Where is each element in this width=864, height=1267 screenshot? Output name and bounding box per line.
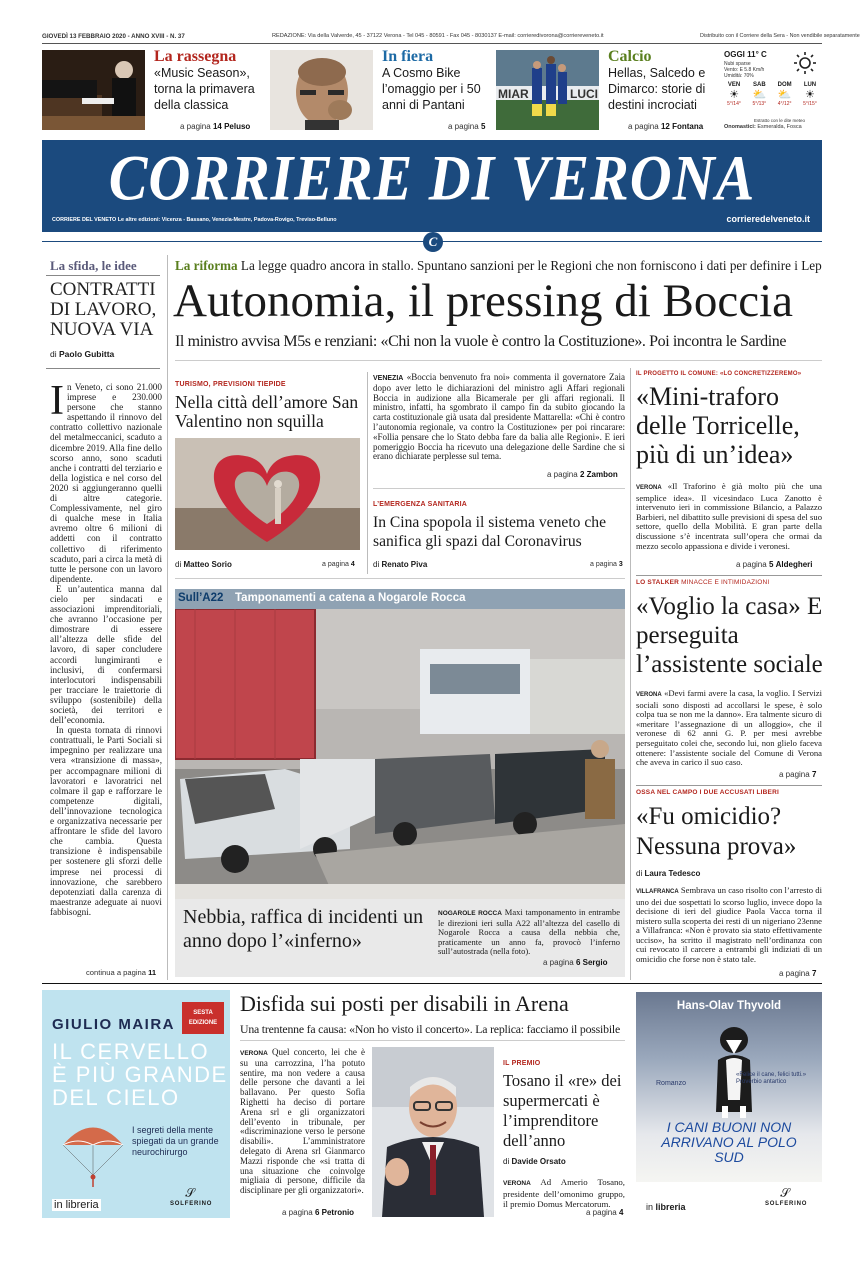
a22-ref[interactable]: a pagina 6 Sergio <box>543 958 608 967</box>
partly-cloudy-icon: ⛅ <box>752 88 767 101</box>
teaser-3-title[interactable]: Calcio <box>608 48 652 65</box>
svg-text:LUCI: LUCI <box>570 87 598 101</box>
traforo-body: VERONA «Il Traforino è già molto più che una semplice idea». Il vicesindaco Luca Zanotto è intervenuto ieri in commissione Bilancio, a Palazzo Barbieri, nel dibattito sulle previsioni di spesa del suo settore, quello della Mobilità. E gran parte della discussione s’è incentrata sull’opera che ormai da mezzo secolo appassiona e divide i veronesi. <box>636 481 822 551</box>
stalker-kicker: LO STALKER MINACCE E INTIMIDAZIONI <box>636 579 770 586</box>
ad-right-title: I CANI BUONI NON ARRIVANO AL POLO SUD <box>661 1119 797 1165</box>
a22-title[interactable]: Nebbia, raffica di incidenti un anno dopo l’«inferno» <box>183 906 424 952</box>
weather-today-label: OGGI <box>724 50 745 59</box>
teaser-1-ref: a pagina 14 Peluso <box>180 122 251 131</box>
teaser-3-ref: a pagina 12 Fontana <box>628 122 704 131</box>
premio-ref[interactable]: a pagina 4 <box>586 1208 624 1217</box>
sun-icon <box>794 52 816 74</box>
lead-kicker: La riforma <box>175 258 238 273</box>
teaser-1-title[interactable]: La rassegna <box>154 48 237 65</box>
premio-byline: di Davide Orsato <box>503 1157 566 1166</box>
teaser-photo-pianist[interactable] <box>42 50 145 130</box>
stalker-ref[interactable]: a pagina 7 <box>779 770 817 779</box>
virus-title[interactable]: In Cina spopola il sistema veneto che sanifica gli spazi dal Coronavirus <box>373 514 606 550</box>
teaser-photo-football[interactable] <box>496 50 599 130</box>
a22-caption: Tamponamenti a catena a Nogarole Rocca <box>235 592 466 604</box>
omicidio-body: VILLAFRANCA Sembrava un caso risolto con l’arresto di uno dei due sospettati lo scorso luglio, invece dopo la decisione di ieri del giudice Paola Vacca torna il mistero sulla scoperta dei resti di un nigeriano 23enne a Villafranca: «Non è provato sia stato effettivamente ucciso», ha scritto il magistrato nell’ordinanza con cui revocato il carcere a entrambi gli indiziati di un omicidio che forse non è stato tale. <box>636 885 822 964</box>
left-kicker: La sfida, le idee <box>50 258 137 273</box>
ad-right-footer: in libreria <box>646 1202 686 1212</box>
ad-left-publisher: 𝒮 SOLFERINO <box>170 1186 213 1207</box>
newspaper-title[interactable]: CORRIERE DI VERONA <box>108 141 756 214</box>
virus-ref[interactable]: a pagina 3 <box>590 561 623 568</box>
ad-right-quote: «Felice il cane, felici tutti.» Proverbio antartico <box>736 1072 807 1085</box>
premio-kicker: IL PREMIO <box>503 1060 541 1067</box>
traforo-kicker: IL PROGETTO IL COMUNE: «LO CONCRETIZZEREMO» <box>636 371 802 377</box>
solferino-logo-icon: 𝒮 <box>185 1186 195 1200</box>
teaser-photo-pantani[interactable] <box>270 50 373 130</box>
sunny-icon: ☀ <box>805 88 815 101</box>
ad-left-author: GIULIO MAIRA <box>52 1016 175 1033</box>
teaser-3-text[interactable]: Hellas, Salcedo e Dimarco: storie di destini incrociati <box>608 66 706 112</box>
weather-day-mon: LUN ☀ 5°/15° <box>798 82 822 118</box>
teaser-2-ref: a pagina 5 <box>448 122 486 131</box>
stalker-title[interactable]: «Voglio la casa» E perseguita l’assistente sociale <box>636 593 823 678</box>
svg-text:MIAR: MIAR <box>498 87 529 101</box>
virus-kicker: L’EMERGENZA SANITARIA <box>373 501 468 508</box>
premio-body: VERONA Ad Amerio Tosano, presidente dell’omonimo gruppo, il premio Domus Mercatorum. <box>503 1177 626 1210</box>
logo-c-icon: C <box>423 232 443 252</box>
dropcap: I <box>50 378 64 424</box>
left-byline: di Paolo Gubitta <box>50 349 115 359</box>
a22-caption-bar <box>175 589 625 609</box>
lead-deck: La riforma La legge quadro ancora in stallo. Spuntano sanzioni per le Regioni che non forniscono i dati per definire i Lep <box>175 258 822 273</box>
omicidio-byline: di Laura Tedesco <box>636 869 701 878</box>
tosano-portrait-photo[interactable] <box>372 1047 494 1217</box>
teaser-2-title[interactable]: In fiera <box>382 48 434 65</box>
lead-ref[interactable]: a pagina 2 Zambon <box>547 470 618 479</box>
ad-left-title: IL CERVELLO È PIÙ GRANDE DEL CIELO <box>52 1039 228 1110</box>
solferino-logo-icon: 𝒮 <box>780 1186 790 1200</box>
onomastico-label: Onomastici: <box>724 124 756 130</box>
parachute-icon <box>58 1115 128 1190</box>
arena-ref[interactable]: a pagina 6 Petronio <box>282 1208 355 1217</box>
lead-body: VENEZIA «Boccia benvenuto fra noi» commenta il governatore Zaia dopo aver letto le dichiarazioni del ministro agli Affari regionali Boccia in audizione alla Bicamerale per gli affari regionali. Il ministro, infatti, ha sgombrato il campo fin da subito giocando la carta costituzionale già usata dal presidente Mattarella: «Chi è contro l’autonomia regionale, va contro la Costituzione» per poi rincarare: «Follia pensare che lo Stato debba fare da balia alle Regioni». E ieri pomeriggio Boccia ha ricevuto una delegazione delle Sardine che si erano dichiarate perplesse sul tema. <box>373 372 625 462</box>
valentine-byline: di Matteo Sorio <box>175 560 232 569</box>
ad-left-tagline: I segreti della mente spiegati da un grande neurochirurgo <box>132 1125 219 1157</box>
a22-body: NOGAROLE ROCCA Maxi tamponamento in entrambe le direzioni ieri sulla A22 all’altezza del casello di Nogarole Rocca a causa della nebbia che, praticamente un anno fa, provocò l’inferno sull’autostrada (nella foto). <box>438 907 620 957</box>
traforo-title[interactable]: «Mini-traforo delle Torricelle, più di un’idea» <box>636 382 800 469</box>
teaser-1-text[interactable]: «Music Season», torna la primavera della classica <box>154 66 255 112</box>
weather-box <box>722 48 822 132</box>
weather-desc-3: Umidità: 70% <box>724 73 754 79</box>
omicidio-ref[interactable]: a pagina 7 <box>779 969 817 978</box>
ad-right-author: Hans-Olav Thyvold <box>676 1000 782 1012</box>
valentine-kicker: TURISMO, PREVISIONI TIEPIDE <box>175 381 286 388</box>
weather-day-sat: SAB ⛅ 5°/13° <box>747 82 771 118</box>
valentine-title[interactable]: Nella città dell’amore San Valentino non squilla <box>175 392 359 431</box>
ad-right-publisher: 𝒮 SOLFERINO <box>765 1186 808 1207</box>
weather-desc-1: Nubi sparse <box>724 61 751 67</box>
distribution-note: Distribuito con il Corriere della Sera - Non vendibile separatamente <box>700 33 860 39</box>
redazione-info: REDAZIONE: Via della Valverde, 45 - 37122 Verona - Tel 045 - 80591 - Fax 045 - 8030137 E-mail: corrieredivorona@corriereveneto.it <box>272 33 604 39</box>
weather-day-fri: VEN ☀ 5°/14° <box>722 82 746 118</box>
teaser-2-text[interactable]: A Cosmo Bike l’omaggio per i 50 anni di Pantani <box>382 66 481 112</box>
ad-left-book[interactable] <box>42 990 230 1218</box>
onomastico-names: Esmeralda, Fosca <box>757 124 802 130</box>
ad-left-badge: SESTA EDIZIONE <box>182 1002 224 1034</box>
ad-left-footer: in libreria <box>54 1199 99 1211</box>
valentine-ref[interactable]: a pagina 4 <box>322 561 355 568</box>
left-continue[interactable]: continua a pagina 11 <box>86 968 157 977</box>
ad-right-book[interactable] <box>636 992 822 1182</box>
a22-crash-photo[interactable] <box>175 609 625 899</box>
masthead-editions: CORRIERE DEL VENETO Le altre edizioni: Vicenza - Bassano, Venezia-Mestre, Padova-Rovigo, Treviso-Belluno <box>52 217 337 223</box>
premio-title[interactable]: Tosano il «re» dei supermercati è l’imprenditore dell’anno <box>503 1071 622 1150</box>
arena-title[interactable]: Disfida sui posti per disabili in Arena <box>240 991 569 1016</box>
omicidio-title[interactable]: «Fu omicidio? Nessuna prova» <box>636 803 797 860</box>
edition-date: GIOVEDÌ 13 FEBBRAIO 2020 - ANNO XVIII - N. 37 <box>42 33 185 40</box>
traforo-ref[interactable]: a pagina 5 Aldegheri <box>736 560 813 569</box>
dog-icon <box>704 1020 764 1120</box>
virus-byline: di Renato Piva <box>373 560 428 569</box>
weather-credit: Estratto con le dite meteo <box>754 118 806 123</box>
omicidio-kicker: OSSA NEL CAMPO I DUE ACCUSATI LIBERI <box>636 789 779 796</box>
weather-temp: 11° C <box>747 50 767 59</box>
a22-label: Sull’A22 <box>178 592 224 604</box>
left-article-body: I n Veneto, ci sono 21.000 imprese e 230.000 persone che stanno aspettando il rinnovo del contratto collettivo nazionale del metalmeccanici, scaduto a dicembre 2019. Alla fine dello scorso anno, sono scaduti anche i contratti del terziario e della logistica e nel corso del 2020 si aggiungeranno quelli di altre categorie. Complessivamente, nel giro di qualche mese in Italia avremo oltre 6 milioni di addetti con il contratto collettivo di riferimento scaduto, pari a circa la metà di tutte le persone con un lavoro dipendente. E un’autentica manna dal cielo per sindacati e associazioni imprenditoriali, che avranno l’occasione per dimostrare di essere all’altezza delle sfide del lavoro, di saper concludere accordi lungimiranti e inclusivi, di confermarsi interlocutori indispensabili per tracciare le traiettorie di sviluppo (sostenibile) della società, dei territori e dell’economia. In questa tornata di rinnovi contrattuali, le Parti Sociali si impegnino per realizzare una vera «transizione di massa», per accompagnare milioni di lavoratori e lavoratrici nel colmare il gap e rafforzare le competenze digitali, dell’innovazione tecnologica e organizzativa necessarie per affrontare le sfide del lavoro che cambia. Questa transizione è indispensabile per sostenere gli sforzi delle imprese nei processi di innovazione, che sarebbero depotenziati dalla carenza di maestranze adeguate ai nuovi fabbisogni. <box>50 378 163 917</box>
ad-right-genre: Romanzo <box>656 1080 686 1087</box>
valentine-heart-photo[interactable] <box>175 438 360 550</box>
partly-sunny-icon: ☀ <box>729 88 739 101</box>
partly-cloudy-icon: ⛅ <box>777 88 792 101</box>
left-opinion-title[interactable]: CONTRATTI DI LAVORO, NUOVA VIA <box>50 279 157 340</box>
masthead-website[interactable]: corrieredelveneto.it <box>726 214 810 224</box>
lead-subtitle: Il ministro avvisa M5s e renziani: «Chi non la vuole è contro la Costituzione». Poi incontra le Sardine <box>175 333 787 350</box>
arena-subtitle: Una trentenne fa causa: «Non ho visto il concerto». La replica: facciamo il possibile <box>240 1022 621 1036</box>
weather-desc-2: Vento: E 5.8 Km/h <box>724 67 765 73</box>
lead-headline[interactable]: Autonomia, il pressing di Boccia <box>173 275 794 327</box>
weather-day-sun: DOM ⛅ 4°/12° <box>773 82 797 118</box>
stalker-body: VERONA «Devi farmi avere la casa, la voglio. I Servizi sociali sono disposti ad accollarsi le spese, è solo colpa tua se non me la danno». Era talmente sicuro di «meritare l’assegnazione di un alloggio», che il veronese di 62 anni G. P. per mesi avrebbe perseguitato colei che, secondo lui, non glielo faceva ottenere: l’assistente sociale del Comune di Verona che aveva in carico il suo caso. <box>636 688 822 768</box>
masthead <box>42 140 822 232</box>
arena-body: VERONA Quel concerto, lei che è su una carrozzina, l’ha potuto sentire, ma non vedere a causa delle persone che davanti a lei ballavano. Per questo Sofia Righetti ha deciso di portare Arena srl e gli organizzatori dell’evento in tribunale, per «discriminazione verso le persone disabili». L’amministratore delegato di Arena srl Gianmarco Mazzi risponde che «si tratta di una situazione che coinvolge migliaia di persone, difficile da disciplinare per gli organizzatori». <box>240 1047 365 1196</box>
